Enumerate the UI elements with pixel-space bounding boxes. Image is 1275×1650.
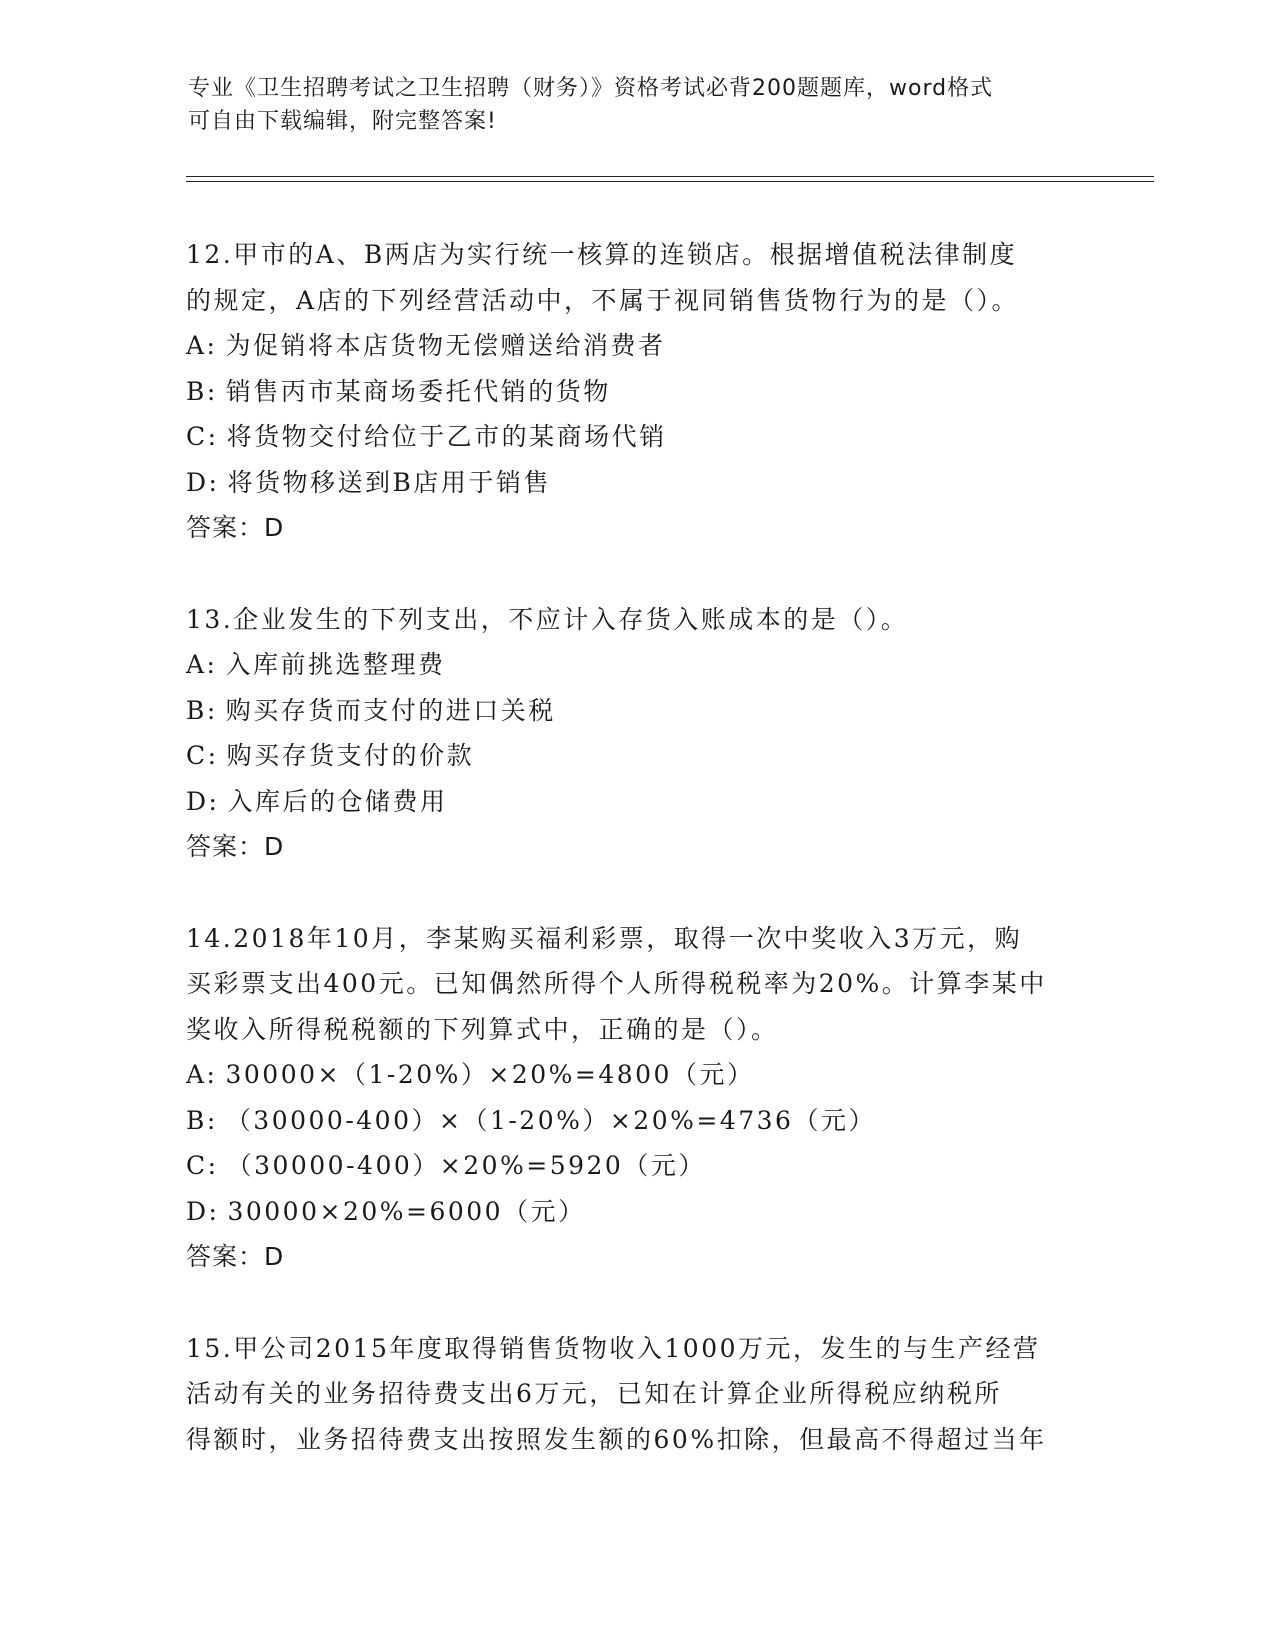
header-line-2: 可自由下载编辑，附完整答案! <box>188 109 497 134</box>
stem-line: 得额时，业务招待费支出按照发生额的60%扣除，但最高不得超过当年 <box>186 1424 1047 1454</box>
question-13 <box>186 597 1086 870</box>
option-key: B: <box>186 695 218 725</box>
header-divider <box>186 176 1154 182</box>
option-key: D: <box>186 1196 220 1226</box>
stem-line: 15.甲公司2015年度取得销售货物收入1000万元，发生的与生产经营 <box>186 1333 1041 1363</box>
answer-line: 答案：D <box>186 513 285 542</box>
question-15 <box>186 1326 1086 1463</box>
question-12 <box>186 232 1086 551</box>
stem-line: 13.企业发生的下列支出，不应计入存货入账成本的是（）。 <box>186 604 909 634</box>
question-stem <box>186 232 1086 323</box>
option-text: 入库后的仓储费用 <box>227 786 448 816</box>
question-stem <box>186 597 1086 643</box>
option-d <box>186 460 1086 506</box>
stem-line: 12.甲市的A、B两店为实行统一核算的连锁店。根据增值税法律制度 <box>186 240 1018 269</box>
option-key: D: <box>186 467 220 497</box>
option-text: 销售丙市某商场委托代销的货物 <box>225 376 611 406</box>
option-key: B: <box>186 1105 218 1135</box>
option-a <box>186 642 1086 688</box>
stem-line: 14.2018年10月，李某购买福利彩票，取得一次中奖收入3万元，购 <box>186 923 1023 953</box>
option-key: C: <box>186 422 219 451</box>
question-14 <box>186 916 1086 1280</box>
option-text: 将货物交付给位于乙市的某商场代销 <box>226 422 667 451</box>
option-key: B: <box>186 376 218 406</box>
option-b <box>186 688 1086 734</box>
option-b <box>186 1098 1086 1144</box>
stem-line: 活动有关的业务招待费支出6万元，已知在计算企业所得税应纳税所 <box>186 1379 1002 1408</box>
option-c <box>186 414 1086 460</box>
document-header <box>188 72 1088 138</box>
option-key: C: <box>186 741 219 770</box>
header-line-1: 专业《卫生招聘考试之卫生招聘（财务）》资格考试必背200题题库，word格式 <box>188 76 994 101</box>
option-key: A: <box>186 331 218 360</box>
answer-line: 答案：D <box>186 1242 285 1271</box>
question-list <box>186 232 1086 1508</box>
question-stem <box>186 916 1086 1053</box>
stem-line: 奖收入所得税税额的下列算式中，正确的是（）。 <box>186 1014 779 1044</box>
option-a <box>186 1052 1086 1098</box>
option-text: 为促销将本店货物无偿赠送给消费者 <box>225 331 666 360</box>
option-key: A: <box>186 650 218 679</box>
option-d <box>186 779 1086 825</box>
option-text: 30000×20%=6000（元） <box>227 1196 586 1226</box>
option-key: D: <box>186 786 220 816</box>
answer-line: 答案：D <box>186 832 285 861</box>
option-text: 将货物移送到B店用于销售 <box>227 467 551 497</box>
option-c <box>186 733 1086 779</box>
option-text: 购买存货而支付的进口关税 <box>225 695 556 725</box>
stem-line: 买彩票支出400元。已知偶然所得个人所得税税率为20%。计算李某中 <box>186 969 1047 998</box>
option-text: （30000-400）×（1-20%）×20%=4736（元） <box>225 1105 876 1135</box>
option-d <box>186 1189 1086 1235</box>
option-key: C: <box>186 1151 219 1180</box>
option-c <box>186 1143 1086 1189</box>
option-a <box>186 323 1086 369</box>
option-text: 30000×（1-20%）×20%=4800（元） <box>225 1060 755 1089</box>
option-key: A: <box>186 1060 218 1089</box>
option-text: 购买存货支付的价款 <box>226 741 475 770</box>
option-text: 入库前挑选整理费 <box>225 650 446 679</box>
option-b <box>186 369 1086 415</box>
stem-line: 的规定，A店的下列经营活动中，不属于视同销售货物行为的是（）。 <box>186 285 1020 315</box>
option-text: （30000-400）×20%=5920（元） <box>226 1151 706 1180</box>
question-stem <box>186 1326 1086 1463</box>
